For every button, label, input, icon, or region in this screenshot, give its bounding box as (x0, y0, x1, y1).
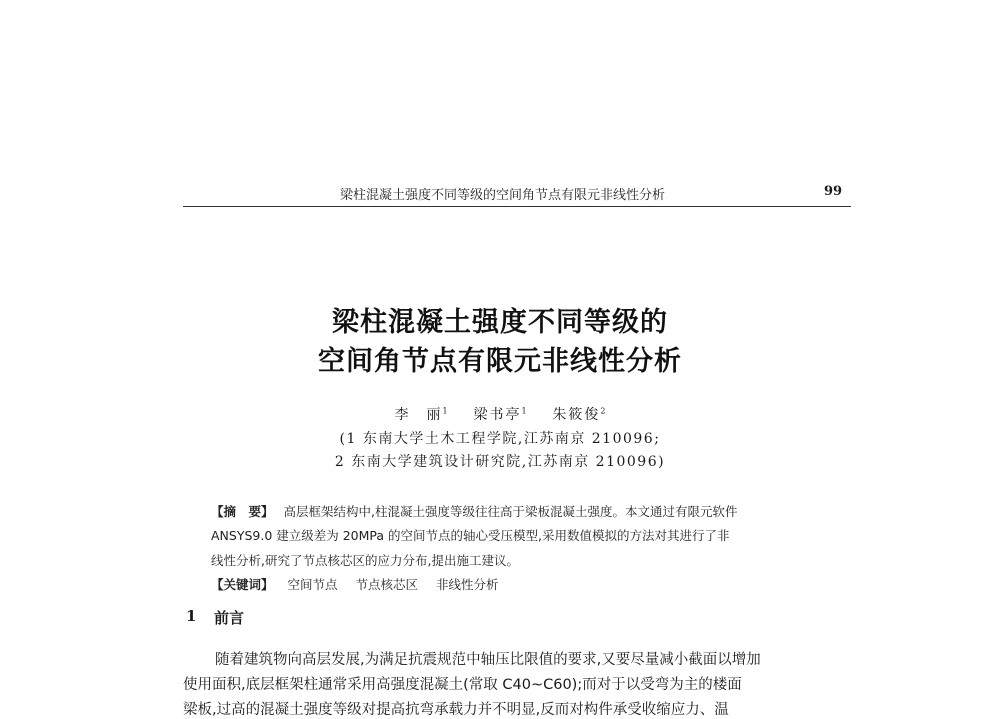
author-name: 梁书亭 (473, 407, 522, 423)
keyword: 空间节点 (287, 577, 338, 592)
body-paragraph-line: 梁板,过高的混凝土强度等级对提高抗弯承载力并不明显,反而对构件承受收缩应力、温 (183, 702, 729, 718)
abstract-label: 【摘 要】 (211, 504, 274, 519)
abstract-line: ANSYS9.0 建立级差为 20MPa 的空间节点的轴心受压模型,采用数值模拟的方法对其进行了非 (211, 528, 730, 543)
author-name: 朱筱俊 (552, 407, 601, 423)
author-affil-mark: 2 (600, 406, 606, 416)
author-affil-mark: 1 (521, 406, 527, 416)
author-list (0, 404, 1000, 424)
header-rule (183, 206, 851, 207)
paper-title-line-2: 空间角节点有限元非线性分析 (318, 346, 682, 377)
keywords-line (211, 575, 513, 593)
body-paragraph-line: 随着建筑物向高层发展,为满足抗震规范中轴压比限值的要求,又要尽量减小截面以增加 (215, 652, 761, 668)
author-affil-mark: 1 (442, 406, 448, 416)
author-name: 李 丽 (394, 407, 443, 423)
section-number: 1 (186, 607, 197, 625)
page-number: 99 (824, 184, 843, 199)
affiliation-line: (1 东南大学土木工程学院,江苏南京 210096; (339, 431, 661, 447)
section-title: 前言 (214, 609, 245, 627)
keyword: 非线性分析 (436, 577, 499, 592)
abstract-line (211, 502, 738, 520)
keywords-label: 【关键词】 (211, 577, 274, 592)
paper-title-line-1: 梁柱混凝土强度不同等级的 (332, 307, 668, 338)
running-head: 梁柱混凝土强度不同等级的空间角节点有限元非线性分析 (340, 188, 666, 203)
abstract-text: 高层框架结构中,柱混凝土强度等级往往高于梁板混凝土强度。本文通过有限元软件 (283, 504, 738, 519)
body-paragraph-line: 使用面积,底层框架柱通常采用高强度混凝土(常取 C40~C60);而对于以受弯为主的楼面 (183, 677, 742, 693)
affiliation-line: 2 东南大学建筑设计研究院,江苏南京 210096) (334, 454, 666, 470)
keyword: 节点核芯区 (355, 577, 419, 592)
abstract-line: 线性分析,研究了节点核芯区的应力分布,提出施工建议。 (211, 553, 519, 568)
